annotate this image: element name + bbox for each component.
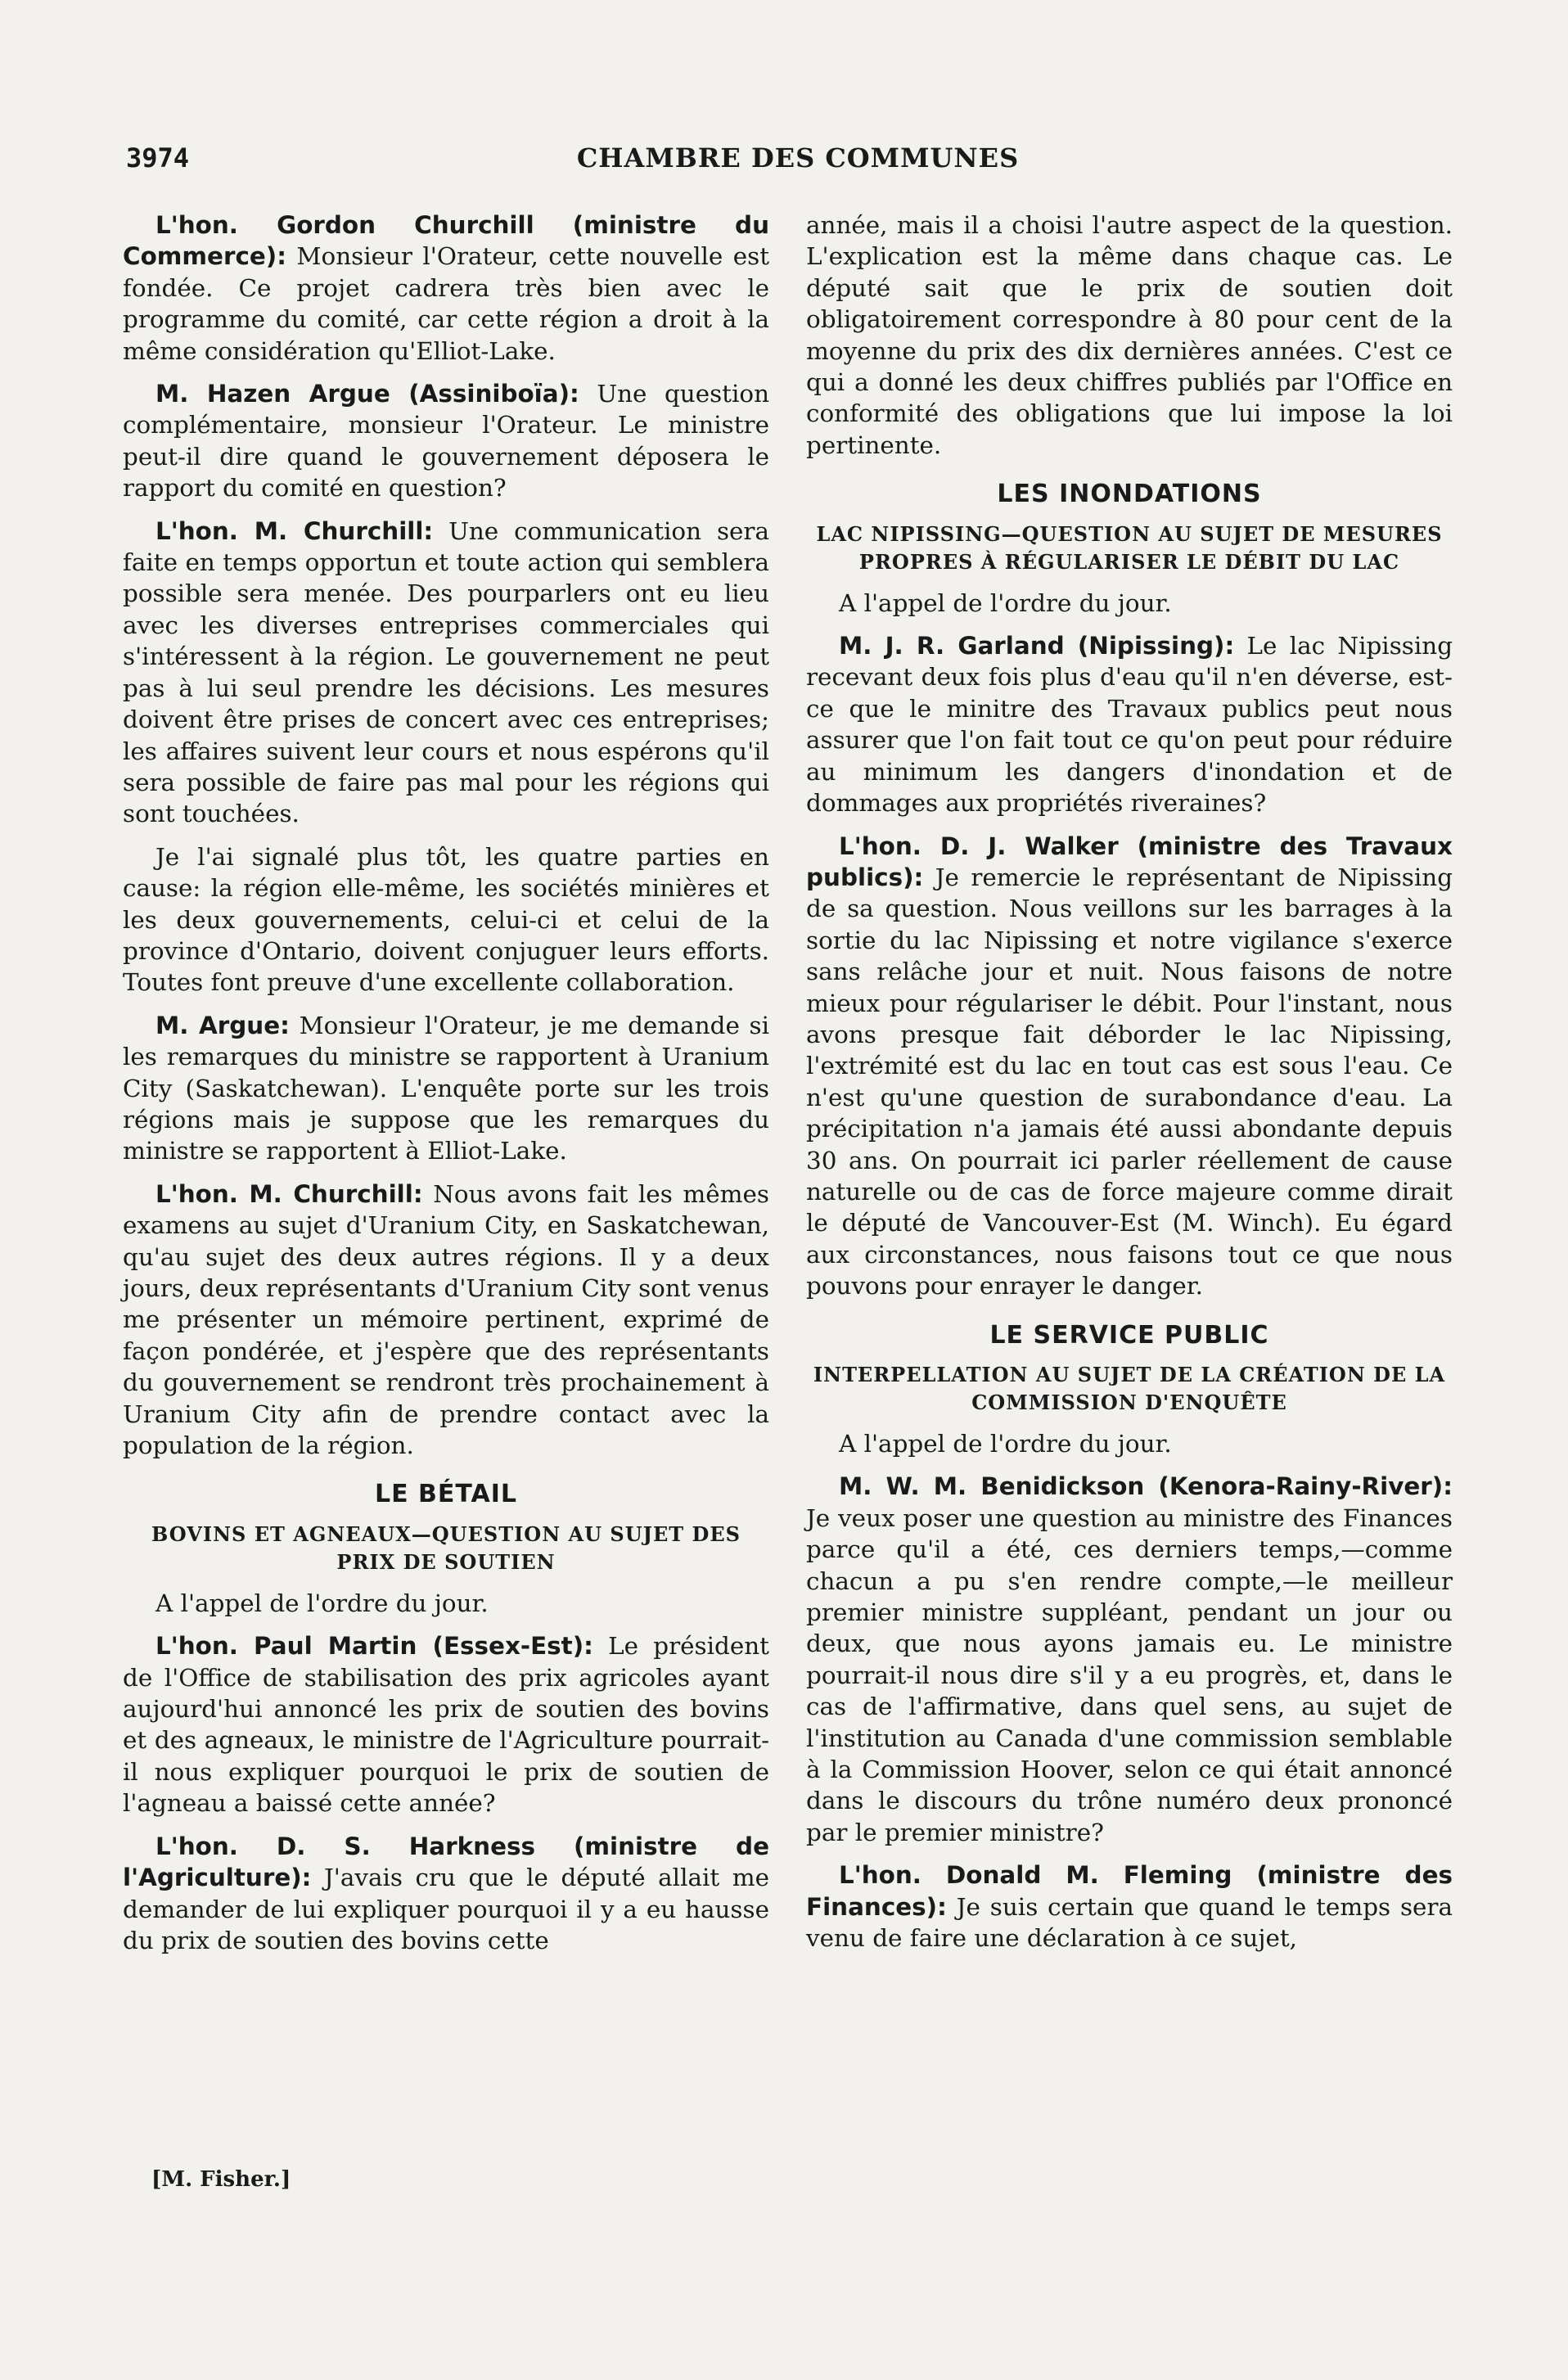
paragraph-text: J'avais cru que le député allait me demander de lui expliquer pourquoi il y a eu hausse du prix de soutien des bovins cette	[123, 1864, 770, 1954]
speaker-name: L'hon. Gordon Churchill (ministre du Commerce):	[123, 211, 769, 271]
paragraph-text: année, mais il a choisi l'autre aspect de la question. L'explication est la même dans chaque cas. Le député sait que le prix de soutien doit obligatoirement correspondre à 80 pour cent de la moyenne du prix des dix dernières années. C'est ce qui a donné les deux chiffres publiés par l'Office en conformité des obligations que lui impose la loi pertinente.	[806, 211, 1453, 459]
paragraph-text: Une question complémentaire, monsieur l'Orateur. Le ministre peut-il dire quand le gouvernement déposera le rapport du comité en question?	[123, 380, 770, 503]
section-subheading: INTERPELLATION AU SUJET DE LA CRÉATION DE LA COMMISSION D'ENQUÊTE	[813, 1363, 1446, 1414]
paragraph	[806, 831, 1453, 1302]
paragraph	[123, 378, 769, 504]
speaker-name: M. W. M. Benidickson (Kenora-Rainy-River):	[839, 1472, 1453, 1501]
paragraph	[123, 1831, 769, 1957]
paragraph	[123, 1179, 769, 1462]
paragraph	[123, 1010, 769, 1167]
section-heading: LES INONDATIONS	[997, 480, 1262, 509]
paragraph	[123, 1630, 769, 1819]
section-heading: LE SERVICE PUBLIC	[989, 1320, 1269, 1350]
paragraph-text: A l'appel de l'ordre du jour.	[155, 1589, 489, 1617]
page-header	[123, 142, 1473, 183]
right-column	[806, 210, 1453, 1966]
paragraph-text: Monsieur l'Orateur, cette nouvelle est fondée. Ce projet cadrera très bien avec le programme du comité, car cette région a droit à la même considération qu'Elliot-Lake.	[123, 242, 769, 365]
paragraph-text: Une communication sera faite en temps opportun et toute action qui semblera possible sera menée. Des pourparlers ont eu lieu avec les diverses entreprises commerciales qui s'intéressent à la région. Le gouvernement ne peut pas à lui seul prendre les décisions. Les mesures doivent être prises de concert avec ces entreprises; les affaires suivent leur cours et nous espérons qu'il sera possible de faire pas mal pour les régions qui sont touchées.	[123, 516, 769, 828]
section-subheading: LAC NIPISSING—QUESTION AU SUJET DE MESURES PROPRES À RÉGULARISER LE DÉBIT DU LAC	[816, 521, 1443, 574]
paragraph	[806, 210, 1453, 461]
speaker-name: M. Hazen Argue (Assiniboïa):	[155, 380, 579, 408]
running-title: CHAMBRE DES COMMUNES	[576, 142, 1020, 174]
paragraph	[806, 588, 1453, 619]
paragraph-text: Je l'ai signalé plus tôt, les quatre parties en cause: la région elle-même, les sociétés minières et les deux gouvernements, celui-ci et celui de la province d'Ontario, doivent conjuguer leurs efforts. Toutes font preuve d'une excellente collaboration.	[123, 842, 769, 997]
footnote: [M. Fisher.]	[151, 2167, 291, 2192]
speaker-name: L'hon. D. S. Harkness (ministre de l'Agriculture):	[123, 1832, 769, 1892]
speaker-name: M. Argue:	[155, 1011, 290, 1039]
speaker-name: L'hon. M. Churchill:	[155, 516, 434, 545]
paragraph-text: A l'appel de l'ordre du jour.	[839, 1430, 1172, 1458]
paragraph-text: A l'appel de l'ordre du jour.	[839, 588, 1172, 617]
paragraph-text: Le lac Nipissing recevant deux fois plus d'eau qu'il n'en déverse, est-ce que le minitre des Travaux publics peut nous assurer que l'on fait tout ce qu'on peut pour réduire au minimum les dangers d'inondation et de dommages aux propriétés riveraines?	[806, 632, 1453, 818]
page-number: 3974	[126, 142, 190, 174]
speaker-name: L'hon. Donald M. Fleming (ministre des Finances):	[806, 1861, 1453, 1921]
speaker-name: L'hon. M. Churchill:	[155, 1179, 423, 1208]
section-subheading: BOVINS ET AGNEAUX—QUESTION AU SUJET DES PRIX DE SOUTIEN	[151, 1521, 741, 1574]
speaker-name: L'hon. D. J. Walker (ministre des Travaux publics):	[806, 832, 1453, 891]
paragraph-text: Je veux poser une question au ministre des Finances parce qu'il a été, ces derniers temps,—comme chacun a pu s'en rendre compte,—le meilleur premier ministre suppléant, pendant un jour ou deux, que nous ayons jamais eu. Le ministre pourrait-il nous dire s'il y a eu progrès, et, dans le cas de l'affirmative, dans quel sens, au sujet de l'institution au Canada d'une commission semblable à la Commission Hoover, selon ce qui était annoncé dans le discours du trône numéro deux prononcé par le premier ministre?	[806, 1503, 1453, 1846]
paragraph	[806, 1859, 1453, 1954]
paragraph	[123, 210, 769, 367]
paragraph-text: Monsieur l'Orateur, je me demande si les remarques du ministre se rapportent à Uranium City (Saskatchewan). L'enquête porte sur les trois régions mais je suppose que les remarques du ministre se rapportent à Elliot-Lake.	[123, 1011, 769, 1165]
speaker-name: M. J. R. Garland (Nipissing):	[839, 632, 1235, 660]
left-column	[123, 210, 769, 1968]
paragraph	[806, 630, 1453, 818]
paragraph	[123, 1588, 769, 1619]
paragraph	[806, 1428, 1453, 1459]
paragraph-text: Nous avons fait les mêmes examens au sujet d'Uranium City, en Saskatchewan, qu'au sujet des deux autres régions. Il y a deux jours, deux représentants d'Uranium City sont venus me présenter un mémoire pertinent, exprimé de façon pondérée, et j'espère que des représentants du gouvernement se rendront très prochainement à Uranium City afin de prendre contact avec la population de la région.	[123, 1179, 769, 1460]
paragraph-text: Je remercie le représentant de Nipissing de sa question. Nous veillons sur les barrages à la sortie du lac Nipissing et notre vigilance s'exerce sans relâche jour et nuit. Nous faisons de notre mieux pour régulariser le débit. Pour l'instant, nous avons presque fait déborder le lac Nipissing, l'extrémité est du lac en tout cas est sous l'eau. Ce n'est qu'une question de surabondance d'eau. La précipitation n'a jamais été aussi abondante depuis 30 ans. On pourrait ici parler réellement de cause naturelle ou de cas de force majeure comme dirait le député de Vancouver-Est (M. Winch). Eu égard aux circonstances, nous faisons tout ce que nous pouvons pour enrayer le danger.	[806, 863, 1453, 1300]
paragraph-text: Le président de l'Office de stabilisation des prix agricoles ayant aujourd'hui annoncé les prix de soutien des bovins et des agneaux, le ministre de l'Agriculture pourrait-il nous expliquer pourquoi le prix de soutien de l'agneau a baissé cette année?	[123, 1632, 769, 1818]
paragraph	[123, 841, 769, 998]
paragraph	[123, 516, 769, 830]
section-heading: LE BÉTAIL	[374, 1480, 518, 1509]
speaker-name: L'hon. Paul Martin (Essex-Est):	[155, 1632, 593, 1661]
paragraph-text: Je suis certain que quand le temps sera venu de faire une déclaration à ce sujet,	[806, 1892, 1453, 1953]
paragraph	[806, 1471, 1453, 1848]
